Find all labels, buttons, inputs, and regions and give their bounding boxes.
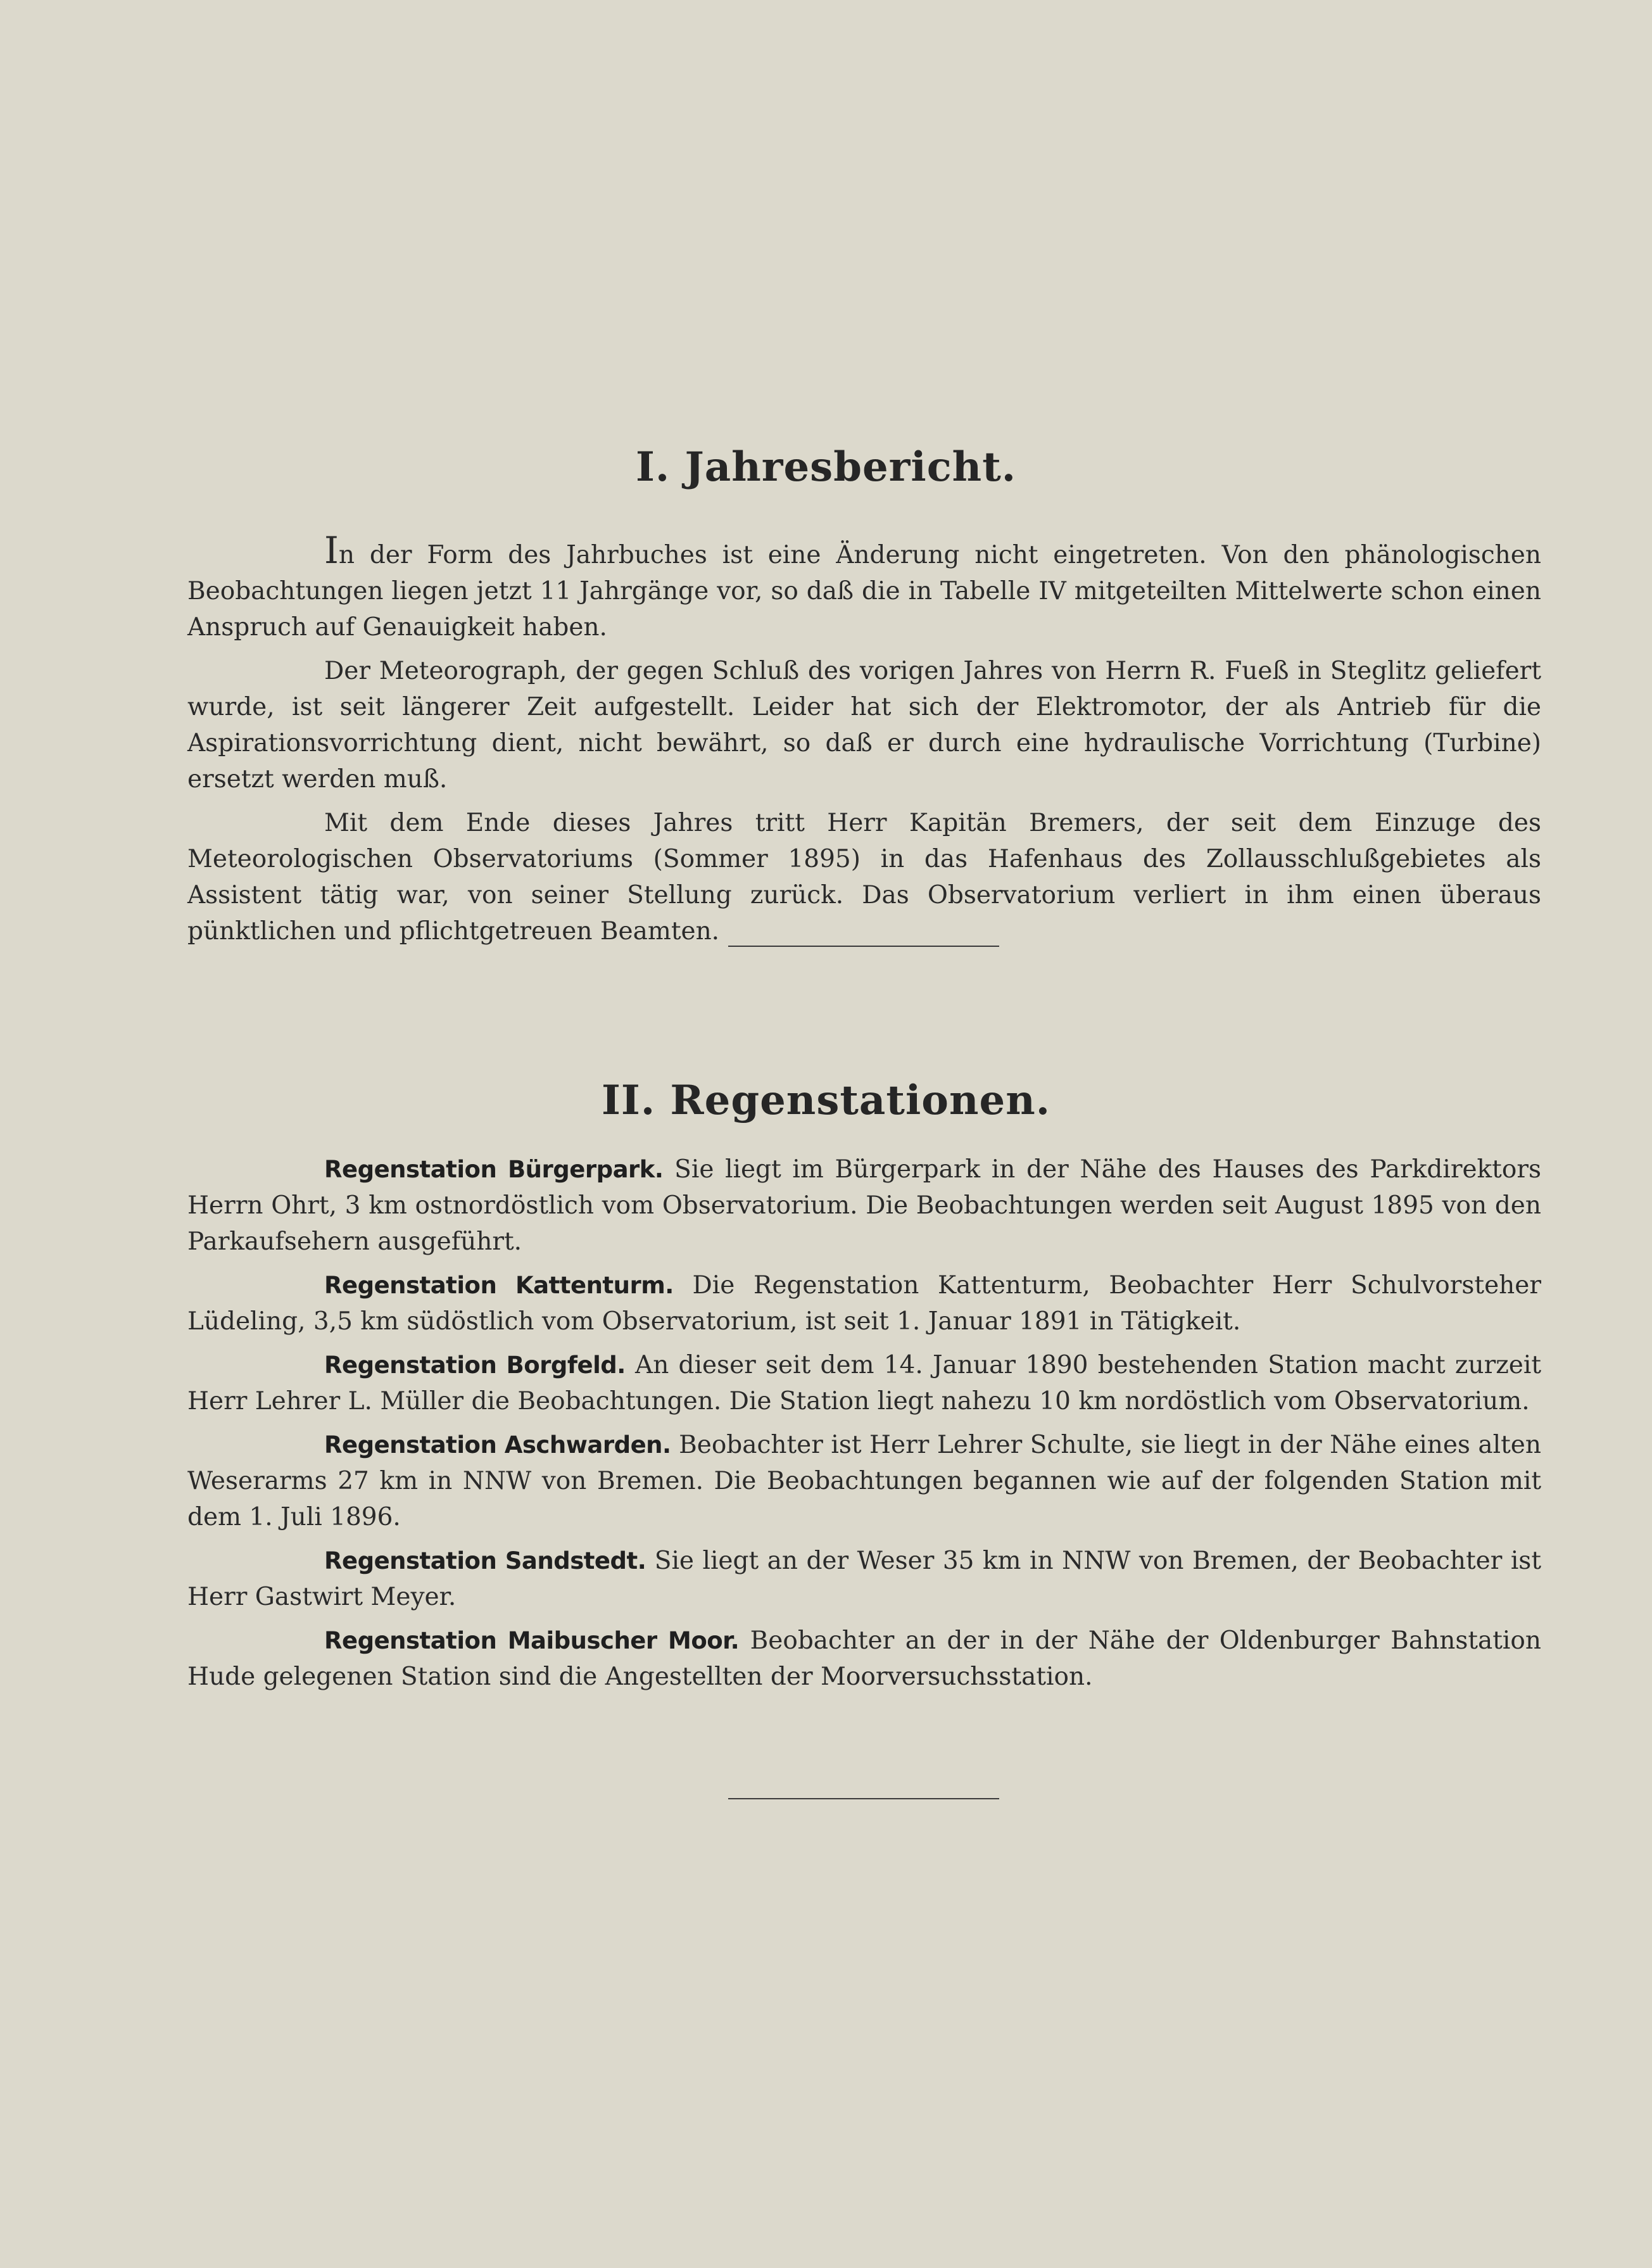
section-regenstationen [187,1151,1541,1702]
paragraph-3: Mit dem Ende dieses Jahres tritt Herr Kapitän Bremers, der seit dem Einzuge des Meteorologischen Observatoriums (Sommer 1895) in das Hafenhaus des Zollausschlußgebietes als Assistent tätig war, von seiner Stellung zurück. Das Observatorium verliert in ihm einen überaus pünktlichen und pflichtgetreuen Beamten. [187,809,1541,946]
station-name: Regenstation Bürgerpark. [324,1156,664,1183]
section-divider [728,946,999,947]
station-name: Regenstation Aschwarden. [324,1431,671,1459]
station-entry [187,1623,1541,1695]
section-jahresbericht [187,529,1541,957]
paragraph-1 [187,529,1541,645]
station-entry [187,1347,1541,1419]
drop-cap: I [324,529,339,572]
station-text: Sie liegt im Bürgerpark in der Nähe des Hauses des Parkdirektors Herrn Ohrt, 3 km ostnordöstlich vom Observatorium. Die Beobachtungen werden seit August 1895 von den Parkaufsehern ausgeführt. [187,1155,1541,1256]
paragraph-2: Der Meteorograph, der gegen Schluß des vorigen Jahres von Herrn R. Fueß in Steglitz geliefert wurde, ist seit längerer Zeit aufgestellt. Leider hat sich der Elektromotor, der als Antrieb für die Aspirationsvorrichtung dient, nicht bewährt, so daß er durch eine hydraulische Vorrichtung (Turbine) ersetzt werden muß. [187,657,1541,794]
station-name: Regenstation Sandstedt. [324,1547,646,1574]
station-text: Sie liegt an der Weser 35 km in NNW von Bremen, der Beobachter ist Herr Gastwirt Meyer. [187,1547,1541,1611]
section-divider [728,1798,999,1799]
station-text: Die Regenstation Kattenturm, Beobachter Herr Schulvorsteher Lüdeling, 3,5 km südöstlich vom Observatorium, ist seit 1. Januar 1891 in Tätigkeit. [187,1271,1541,1336]
station-name: Regenstation Maibuscher Moor. [324,1627,740,1654]
station-entry [187,1543,1541,1615]
station-entry [187,1427,1541,1535]
station-text: Beobachter an der in der Nähe der Oldenburger Bahnstation Hude gelegenen Station sind die Angestellten der Moorversuchsstation. [187,1626,1542,1691]
station-entry [187,1267,1541,1340]
station-text: Beobachter ist Herr Lehrer Schulte, sie liegt in der Nähe eines alten Weserarms 27 km in NNW von Bremen. Die Beobachtungen begannen wie auf der folgenden Station mit dem 1. Juli 1896. [187,1431,1541,1531]
station-name: Regenstation Borgfeld. [324,1352,626,1379]
section-title-regenstationen: II. Regenstationen. [601,1077,1051,1124]
station-entry [187,1151,1541,1260]
station-name: Regenstation Kattenturm. [324,1272,674,1299]
station-text: An dieser seit dem 14. Januar 1890 bestehenden Station macht zurzeit Herr Lehrer L. Müller die Beobachtungen. Die Station liegt nahezu 10 km nordöstlich vom Observatorium. [187,1351,1541,1416]
section-title-jahresbericht: I. Jahresbericht. [635,443,1017,491]
paragraph-1-text: n der Form des Jahrbuches ist eine Änderung nicht eingetreten. Von den phänologischen Beobachtungen liegen jetzt 11 Jahrgänge vor, so daß die in Tabelle IV mitgeteilten Mittelwerte schon einen Anspruch auf Genauigkeit haben. [187,541,1541,642]
